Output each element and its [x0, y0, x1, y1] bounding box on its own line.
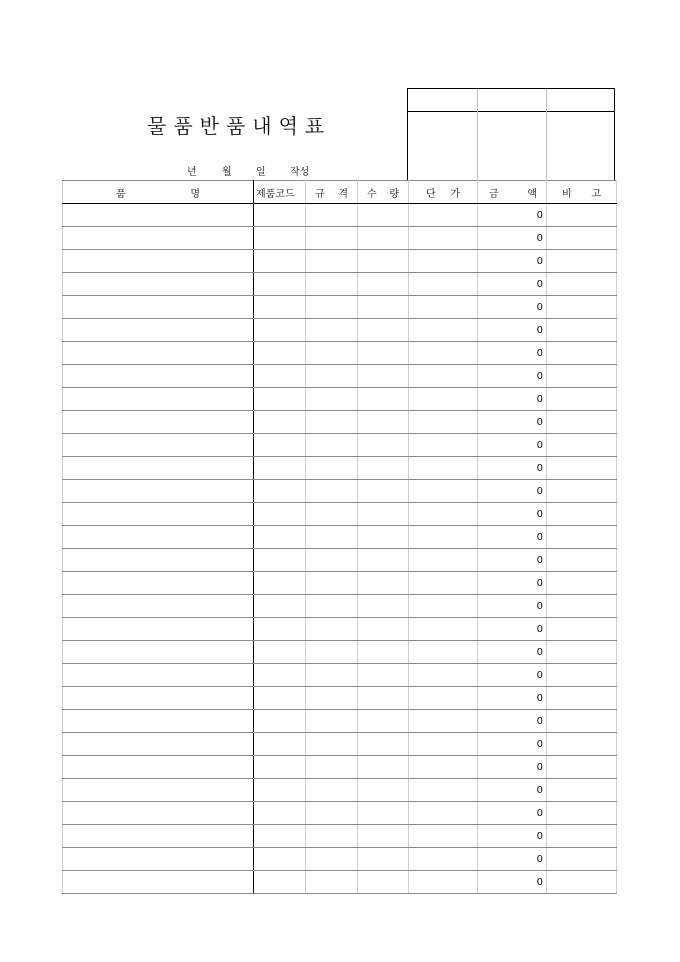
table-row	[63, 572, 617, 595]
cell-spec[interactable]	[306, 273, 358, 296]
cell-product-code[interactable]	[254, 756, 306, 779]
cell-remarks[interactable]	[547, 549, 617, 572]
cell-unit-price[interactable]	[409, 641, 478, 664]
cell-spec[interactable]	[306, 503, 358, 526]
date-year-label: 년	[187, 167, 197, 178]
cell-spec[interactable]	[306, 250, 358, 273]
cell-quantity[interactable]	[358, 572, 409, 595]
cell-unit-price[interactable]	[409, 825, 478, 848]
cell-unit-price[interactable]	[409, 549, 478, 572]
cell-quantity[interactable]	[358, 779, 409, 802]
cell-unit-price[interactable]	[409, 572, 478, 595]
cell-spec[interactable]	[306, 434, 358, 457]
table-row	[63, 618, 617, 641]
cell-item-name[interactable]	[63, 595, 254, 618]
cell-remarks[interactable]	[547, 687, 617, 710]
cell-unit-price[interactable]	[409, 779, 478, 802]
cell-unit-price[interactable]	[409, 664, 478, 687]
cell-remarks[interactable]	[547, 434, 617, 457]
cell-item-name[interactable]	[63, 664, 254, 687]
cell-spec[interactable]	[306, 825, 358, 848]
cell-amount[interactable]: 0	[478, 434, 547, 457]
cell-unit-price[interactable]	[409, 434, 478, 457]
cell-product-code[interactable]	[254, 733, 306, 756]
cell-product-code[interactable]	[254, 710, 306, 733]
cell-item-name[interactable]	[63, 710, 254, 733]
cell-spec[interactable]	[306, 572, 358, 595]
table-row	[63, 526, 617, 549]
cell-spec[interactable]	[306, 365, 358, 388]
cell-spec[interactable]	[306, 388, 358, 411]
cell-amount[interactable]: 0	[478, 733, 547, 756]
cell-spec[interactable]	[306, 848, 358, 871]
cell-product-code[interactable]	[254, 802, 306, 825]
cell-quantity[interactable]	[358, 227, 409, 250]
cell-quantity[interactable]	[358, 618, 409, 641]
form-title: 물품반품내역표	[147, 114, 332, 138]
header-unit-price-part1: 단	[426, 188, 436, 200]
cell-unit-price[interactable]	[409, 618, 478, 641]
cell-product-code[interactable]	[254, 365, 306, 388]
cell-unit-price[interactable]	[409, 687, 478, 710]
cell-item-name[interactable]	[63, 411, 254, 434]
cell-product-code[interactable]	[254, 641, 306, 664]
table-row	[63, 296, 617, 319]
cell-amount[interactable]: 0	[478, 503, 547, 526]
cell-quantity[interactable]	[358, 641, 409, 664]
cell-remarks[interactable]	[547, 388, 617, 411]
cell-product-code[interactable]	[254, 664, 306, 687]
cell-product-code[interactable]	[254, 273, 306, 296]
header-spec-part1: 규	[315, 188, 325, 200]
cell-remarks[interactable]	[547, 871, 617, 894]
cell-product-code[interactable]	[254, 848, 306, 871]
cell-unit-price[interactable]	[409, 457, 478, 480]
cell-quantity[interactable]	[358, 825, 409, 848]
cell-product-code[interactable]	[254, 227, 306, 250]
cell-quantity[interactable]	[358, 710, 409, 733]
cell-amount[interactable]: 0	[478, 848, 547, 871]
header-unit-price	[409, 181, 478, 204]
cell-remarks[interactable]	[547, 319, 617, 342]
cell-product-code[interactable]	[254, 595, 306, 618]
header-amount-part2: 액	[527, 188, 537, 200]
approval-header-divider	[408, 111, 614, 112]
cell-spec[interactable]	[306, 618, 358, 641]
cell-item-name[interactable]	[63, 779, 254, 802]
header-quantity	[358, 181, 409, 204]
header-amount	[478, 181, 547, 204]
cell-quantity[interactable]	[358, 411, 409, 434]
cell-quantity[interactable]	[358, 733, 409, 756]
cell-unit-price[interactable]	[409, 250, 478, 273]
cell-amount[interactable]: 0	[478, 618, 547, 641]
cell-amount[interactable]: 0	[478, 411, 547, 434]
cell-unit-price[interactable]	[409, 595, 478, 618]
cell-item-name[interactable]	[63, 388, 254, 411]
cell-unit-price[interactable]	[409, 365, 478, 388]
table-row	[63, 848, 617, 871]
table-row	[63, 664, 617, 687]
cell-quantity[interactable]	[358, 365, 409, 388]
cell-remarks[interactable]	[547, 733, 617, 756]
cell-remarks[interactable]	[547, 204, 617, 227]
cell-spec[interactable]	[306, 342, 358, 365]
cell-amount[interactable]: 0	[478, 710, 547, 733]
cell-unit-price[interactable]	[409, 756, 478, 779]
cell-spec[interactable]	[306, 710, 358, 733]
cell-remarks[interactable]	[547, 503, 617, 526]
approval-column-divider	[546, 89, 547, 180]
cell-quantity[interactable]	[358, 457, 409, 480]
cell-product-code[interactable]	[254, 871, 306, 894]
cell-amount[interactable]: 0	[478, 572, 547, 595]
cell-product-code[interactable]	[254, 250, 306, 273]
cell-spec[interactable]	[306, 733, 358, 756]
cell-quantity[interactable]	[358, 848, 409, 871]
cell-unit-price[interactable]	[409, 503, 478, 526]
table-row	[63, 733, 617, 756]
table-row	[63, 388, 617, 411]
cell-remarks[interactable]	[547, 802, 617, 825]
cell-product-code[interactable]	[254, 549, 306, 572]
table-row	[63, 549, 617, 572]
cell-unit-price[interactable]	[409, 733, 478, 756]
cell-unit-price[interactable]	[409, 480, 478, 503]
cell-item-name[interactable]	[63, 641, 254, 664]
cell-remarks[interactable]	[547, 227, 617, 250]
cell-remarks[interactable]	[547, 250, 617, 273]
header-quantity-part2: 량	[389, 188, 399, 200]
cell-unit-price[interactable]	[409, 848, 478, 871]
cell-spec[interactable]	[306, 664, 358, 687]
cell-quantity[interactable]	[358, 296, 409, 319]
cell-quantity[interactable]	[358, 204, 409, 227]
cell-item-name[interactable]	[63, 319, 254, 342]
cell-remarks[interactable]	[547, 641, 617, 664]
cell-amount[interactable]: 0	[478, 756, 547, 779]
cell-product-code[interactable]	[254, 342, 306, 365]
cell-item-name[interactable]	[63, 204, 254, 227]
cell-spec[interactable]	[306, 549, 358, 572]
cell-quantity[interactable]	[358, 480, 409, 503]
cell-remarks[interactable]	[547, 595, 617, 618]
cell-product-code[interactable]	[254, 457, 306, 480]
table-row	[63, 480, 617, 503]
table-row	[63, 871, 617, 894]
cell-item-name[interactable]	[63, 296, 254, 319]
cell-product-code[interactable]	[254, 296, 306, 319]
cell-remarks[interactable]	[547, 480, 617, 503]
cell-item-name[interactable]	[63, 480, 254, 503]
cell-quantity[interactable]	[358, 273, 409, 296]
table-row	[63, 273, 617, 296]
date-day-label: 일	[256, 167, 266, 178]
cell-quantity[interactable]	[358, 802, 409, 825]
table-row	[63, 710, 617, 733]
header-remarks-part2: 고	[591, 188, 601, 200]
cell-remarks[interactable]	[547, 526, 617, 549]
cell-item-name[interactable]	[63, 503, 254, 526]
cell-amount[interactable]: 0	[478, 296, 547, 319]
cell-unit-price[interactable]	[409, 411, 478, 434]
cell-remarks[interactable]	[547, 779, 617, 802]
cell-spec[interactable]	[306, 871, 358, 894]
cell-amount[interactable]: 0	[478, 825, 547, 848]
cell-quantity[interactable]	[358, 595, 409, 618]
cell-item-name[interactable]	[63, 526, 254, 549]
header-quantity-part1: 수	[367, 188, 377, 200]
cell-item-name[interactable]	[63, 342, 254, 365]
approval-column-divider	[477, 89, 478, 180]
cell-amount[interactable]: 0	[478, 526, 547, 549]
cell-item-name[interactable]	[63, 250, 254, 273]
cell-item-name[interactable]	[63, 687, 254, 710]
cell-remarks[interactable]	[547, 411, 617, 434]
cell-quantity[interactable]	[358, 756, 409, 779]
cell-unit-price[interactable]	[409, 296, 478, 319]
table-row	[63, 779, 617, 802]
cell-item-name[interactable]	[63, 434, 254, 457]
cell-quantity[interactable]	[358, 250, 409, 273]
cell-remarks[interactable]	[547, 710, 617, 733]
table-row	[63, 434, 617, 457]
cell-product-code[interactable]	[254, 480, 306, 503]
cell-amount[interactable]: 0	[478, 480, 547, 503]
cell-unit-price[interactable]	[409, 710, 478, 733]
cell-item-name[interactable]	[63, 572, 254, 595]
header-remarks	[547, 181, 617, 204]
cell-spec[interactable]	[306, 779, 358, 802]
cell-quantity[interactable]	[358, 388, 409, 411]
cell-item-name[interactable]	[63, 756, 254, 779]
cell-item-name[interactable]	[63, 848, 254, 871]
cell-product-code[interactable]	[254, 204, 306, 227]
cell-product-code[interactable]	[254, 319, 306, 342]
cell-unit-price[interactable]	[409, 526, 478, 549]
header-amount-part1: 금	[489, 188, 499, 200]
cell-spec[interactable]	[306, 457, 358, 480]
cell-item-name[interactable]	[63, 825, 254, 848]
cell-item-name[interactable]	[63, 365, 254, 388]
cell-quantity[interactable]	[358, 503, 409, 526]
table-row	[63, 503, 617, 526]
cell-item-name[interactable]	[63, 733, 254, 756]
cell-item-name[interactable]	[63, 457, 254, 480]
header-product-code: 제품코드	[254, 181, 306, 204]
cell-unit-price[interactable]	[409, 802, 478, 825]
cell-quantity[interactable]	[358, 664, 409, 687]
cell-item-name[interactable]	[63, 227, 254, 250]
cell-item-name[interactable]	[63, 618, 254, 641]
cell-amount[interactable]: 0	[478, 204, 547, 227]
table-row	[63, 411, 617, 434]
cell-quantity[interactable]	[358, 342, 409, 365]
cell-amount[interactable]: 0	[478, 388, 547, 411]
table-row	[63, 641, 617, 664]
cell-spec[interactable]	[306, 595, 358, 618]
table-row	[63, 342, 617, 365]
cell-spec[interactable]	[306, 641, 358, 664]
cell-amount[interactable]: 0	[478, 641, 547, 664]
table-row	[63, 687, 617, 710]
cell-item-name[interactable]	[63, 871, 254, 894]
cell-spec[interactable]	[306, 687, 358, 710]
table-row	[63, 756, 617, 779]
cell-remarks[interactable]	[547, 296, 617, 319]
cell-remarks[interactable]	[547, 273, 617, 296]
table-row	[63, 825, 617, 848]
table-row	[63, 802, 617, 825]
cell-remarks[interactable]	[547, 365, 617, 388]
header-spec-part2: 격	[338, 188, 348, 200]
cell-amount[interactable]: 0	[478, 687, 547, 710]
cell-unit-price[interactable]	[409, 273, 478, 296]
cell-remarks[interactable]	[547, 618, 617, 641]
date-made-label: 작성	[290, 167, 310, 178]
cell-amount[interactable]: 0	[478, 595, 547, 618]
cell-spec[interactable]	[306, 319, 358, 342]
cell-amount[interactable]: 0	[478, 664, 547, 687]
table-row	[63, 227, 617, 250]
table-row	[63, 250, 617, 273]
cell-amount[interactable]: 0	[478, 342, 547, 365]
cell-quantity[interactable]	[358, 549, 409, 572]
cell-amount[interactable]: 0	[478, 802, 547, 825]
cell-product-code[interactable]	[254, 526, 306, 549]
cell-spec[interactable]	[306, 526, 358, 549]
cell-product-code[interactable]	[254, 411, 306, 434]
cell-spec[interactable]	[306, 411, 358, 434]
cell-spec[interactable]	[306, 204, 358, 227]
cell-spec[interactable]	[306, 756, 358, 779]
cell-unit-price[interactable]	[409, 871, 478, 894]
header-item-name-part2: 명	[190, 188, 200, 200]
cell-product-code[interactable]	[254, 572, 306, 595]
cell-product-code[interactable]	[254, 825, 306, 848]
cell-unit-price[interactable]	[409, 319, 478, 342]
cell-remarks[interactable]	[547, 825, 617, 848]
cell-amount[interactable]: 0	[478, 250, 547, 273]
cell-unit-price[interactable]	[409, 227, 478, 250]
cell-product-code[interactable]	[254, 503, 306, 526]
cell-quantity[interactable]	[358, 687, 409, 710]
cell-amount[interactable]: 0	[478, 365, 547, 388]
cell-remarks[interactable]	[547, 457, 617, 480]
cell-unit-price[interactable]	[409, 342, 478, 365]
cell-amount[interactable]: 0	[478, 779, 547, 802]
cell-remarks[interactable]	[547, 342, 617, 365]
cell-quantity[interactable]	[358, 526, 409, 549]
cell-spec[interactable]	[306, 480, 358, 503]
cell-quantity[interactable]	[358, 434, 409, 457]
header-remarks-part1: 비	[562, 188, 572, 200]
cell-quantity[interactable]	[358, 871, 409, 894]
table-row	[63, 457, 617, 480]
header-spec	[306, 181, 358, 204]
cell-unit-price[interactable]	[409, 388, 478, 411]
cell-quantity[interactable]	[358, 319, 409, 342]
cell-spec[interactable]	[306, 802, 358, 825]
return-items-table	[62, 180, 617, 894]
cell-spec[interactable]	[306, 227, 358, 250]
table-row	[63, 365, 617, 388]
date-month-label: 월	[222, 167, 232, 178]
cell-product-code[interactable]	[254, 388, 306, 411]
cell-amount[interactable]: 0	[478, 549, 547, 572]
header-item-name-part1: 품	[116, 188, 126, 200]
cell-remarks[interactable]	[547, 572, 617, 595]
cell-amount[interactable]: 0	[478, 227, 547, 250]
cell-amount[interactable]: 0	[478, 273, 547, 296]
cell-spec[interactable]	[306, 296, 358, 319]
cell-amount[interactable]: 0	[478, 457, 547, 480]
cell-amount[interactable]: 0	[478, 871, 547, 894]
cell-product-code[interactable]	[254, 687, 306, 710]
cell-product-code[interactable]	[254, 779, 306, 802]
cell-remarks[interactable]	[547, 664, 617, 687]
cell-unit-price[interactable]	[409, 204, 478, 227]
cell-item-name[interactable]	[63, 802, 254, 825]
table-row	[63, 204, 617, 227]
table-row	[63, 319, 617, 342]
table-header-row	[63, 181, 617, 204]
cell-item-name[interactable]	[63, 273, 254, 296]
cell-product-code[interactable]	[254, 618, 306, 641]
header-item-name	[63, 181, 254, 204]
cell-product-code[interactable]	[254, 434, 306, 457]
cell-item-name[interactable]	[63, 549, 254, 572]
cell-amount[interactable]: 0	[478, 319, 547, 342]
cell-remarks[interactable]	[547, 756, 617, 779]
cell-remarks[interactable]	[547, 848, 617, 871]
header-unit-price-part2: 가	[450, 188, 460, 200]
approval-box	[407, 88, 615, 180]
table-row	[63, 595, 617, 618]
